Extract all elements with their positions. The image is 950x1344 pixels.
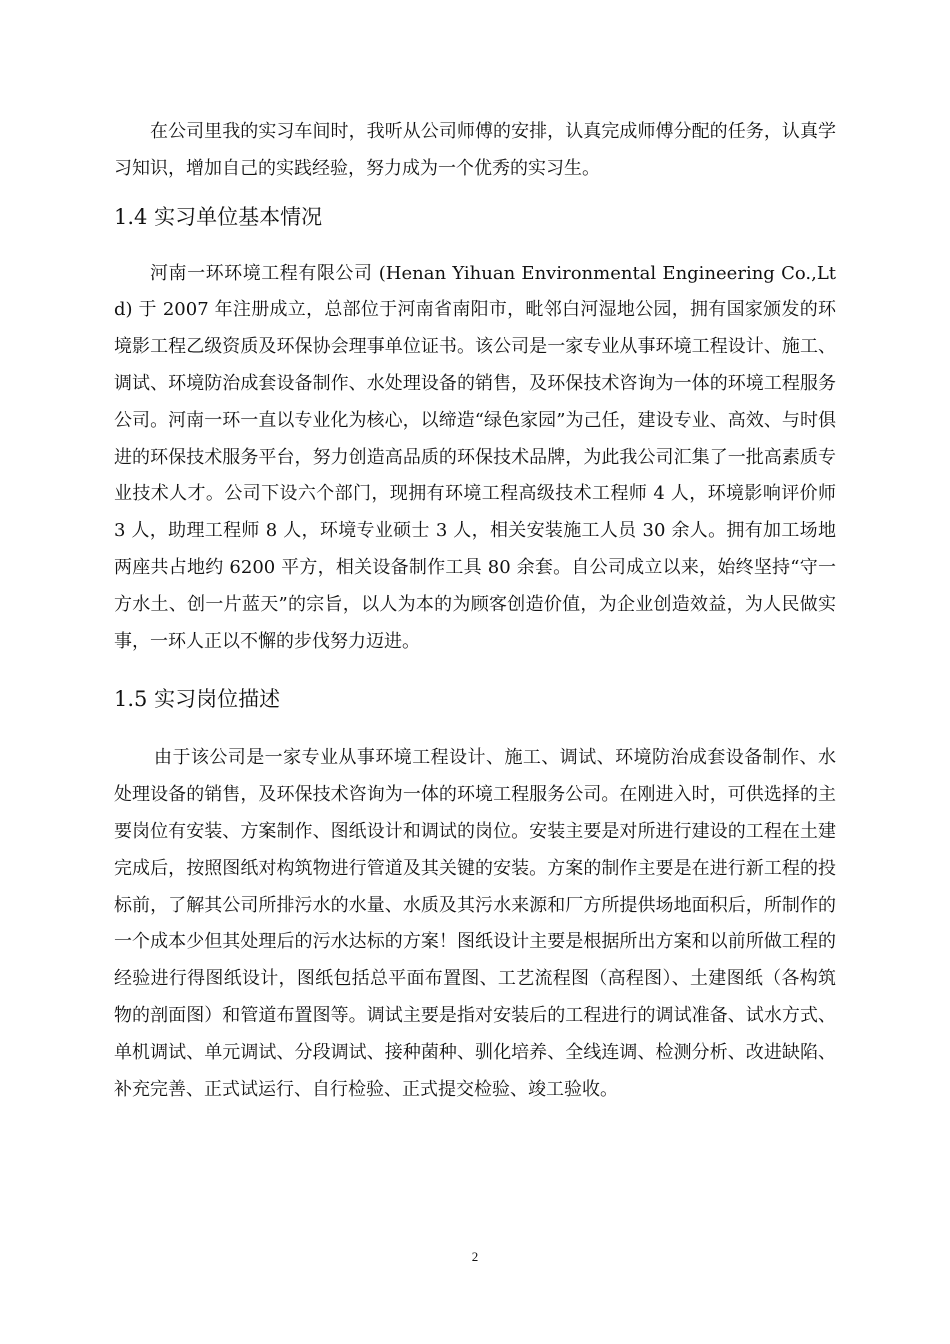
position-description-paragraph: 由于该公司是一家专业从事环境工程设计、施工、调试、环境防治成套设备制作、水处理设备的销售，及环保技术咨询为一体的环境工程服务公司。在刚进入时，可供选择的主要岗位有安装、方案制作、图纸设计和调试的岗位。安装主要是对所进行建设的工程在土建完成后，按照图纸对构筑物进行管道及其关键的安装。方案的制作主要是在进行新工程的投标前，了解其公司所排污水的水量、水质及其污水来源和厂方所提供场地面积后，所制作的一个成本少但其处理后的污水达标的方案！图纸设计主要是根据所出方案和以前所做工程的经验进行得图纸设计，图纸包括总平面布置图、工艺流程图（高程图）、土建图纸（各构筑物的剖面图）和管道布置图等。调试主要是指对安装后的工程进行的调试准备、试水方式、单机调试、单元调试、分段调试、接种菌种、驯化培养、全线连调、检测分析、改进缺陷、补充完善、正式试运行、自行检验、正式提交检验、竣工验收。 — [114, 747, 836, 1100]
company-profile-paragraph: 河南一环环境工程有限公司 (Henan Yihuan Environmental Engineering Co.,Ltd) 于 2007 年注册成立，总部位于河南省南阳市，毗邻白河湿地公园，拥有国家颁发的环境影工程乙级资质及环保协会理事单位证书。该公司是一家专业从事环境工程设计、施工、调试、环境防治成套设备制作、水处理设备的销售，及环保技术咨询为一体的环境工程服务公司。河南一环一直以专业化为核心，以缔造“绿色家园”为己任，建设专业、高效、与时俱进的环保技术服务平台，努力创造高品质的环保技术品牌，为此我公司汇集了一批高素质专业技术人才。公司下设六个部门，现拥有环境工程高级技术工程师 4 人，环境影响评价师 3 人，助理工程师 8 人，环境专业硕士 3 人，相关安装施工人员 30 余人。拥有加工场地两座共占地约 6200 平方，相关设备制作工具 80 余套。自公司成立以来，始终坚持“守一方水土、创一片蓝天”的宗旨，以人为本的为顾客创造价值，为企业创造效益，为人民做实事，一环人正以不懈的步伐努力迈进。 — [114, 262, 836, 652]
page-body — [114, 114, 836, 1108]
intro-paragraph: 在公司里我的实习车间时，我听从公司师傅的安排，认真完成师傅分配的任务，认真学习知识，增加自己的实践经验，努力成为一个优秀的实习生。 — [114, 121, 836, 179]
section-heading-1-4: 1.4 实习单位基本情况 — [114, 204, 323, 229]
page-number: 2 — [471, 1249, 479, 1264]
section-heading-1-5: 1.5 实习岗位描述 — [114, 687, 281, 712]
